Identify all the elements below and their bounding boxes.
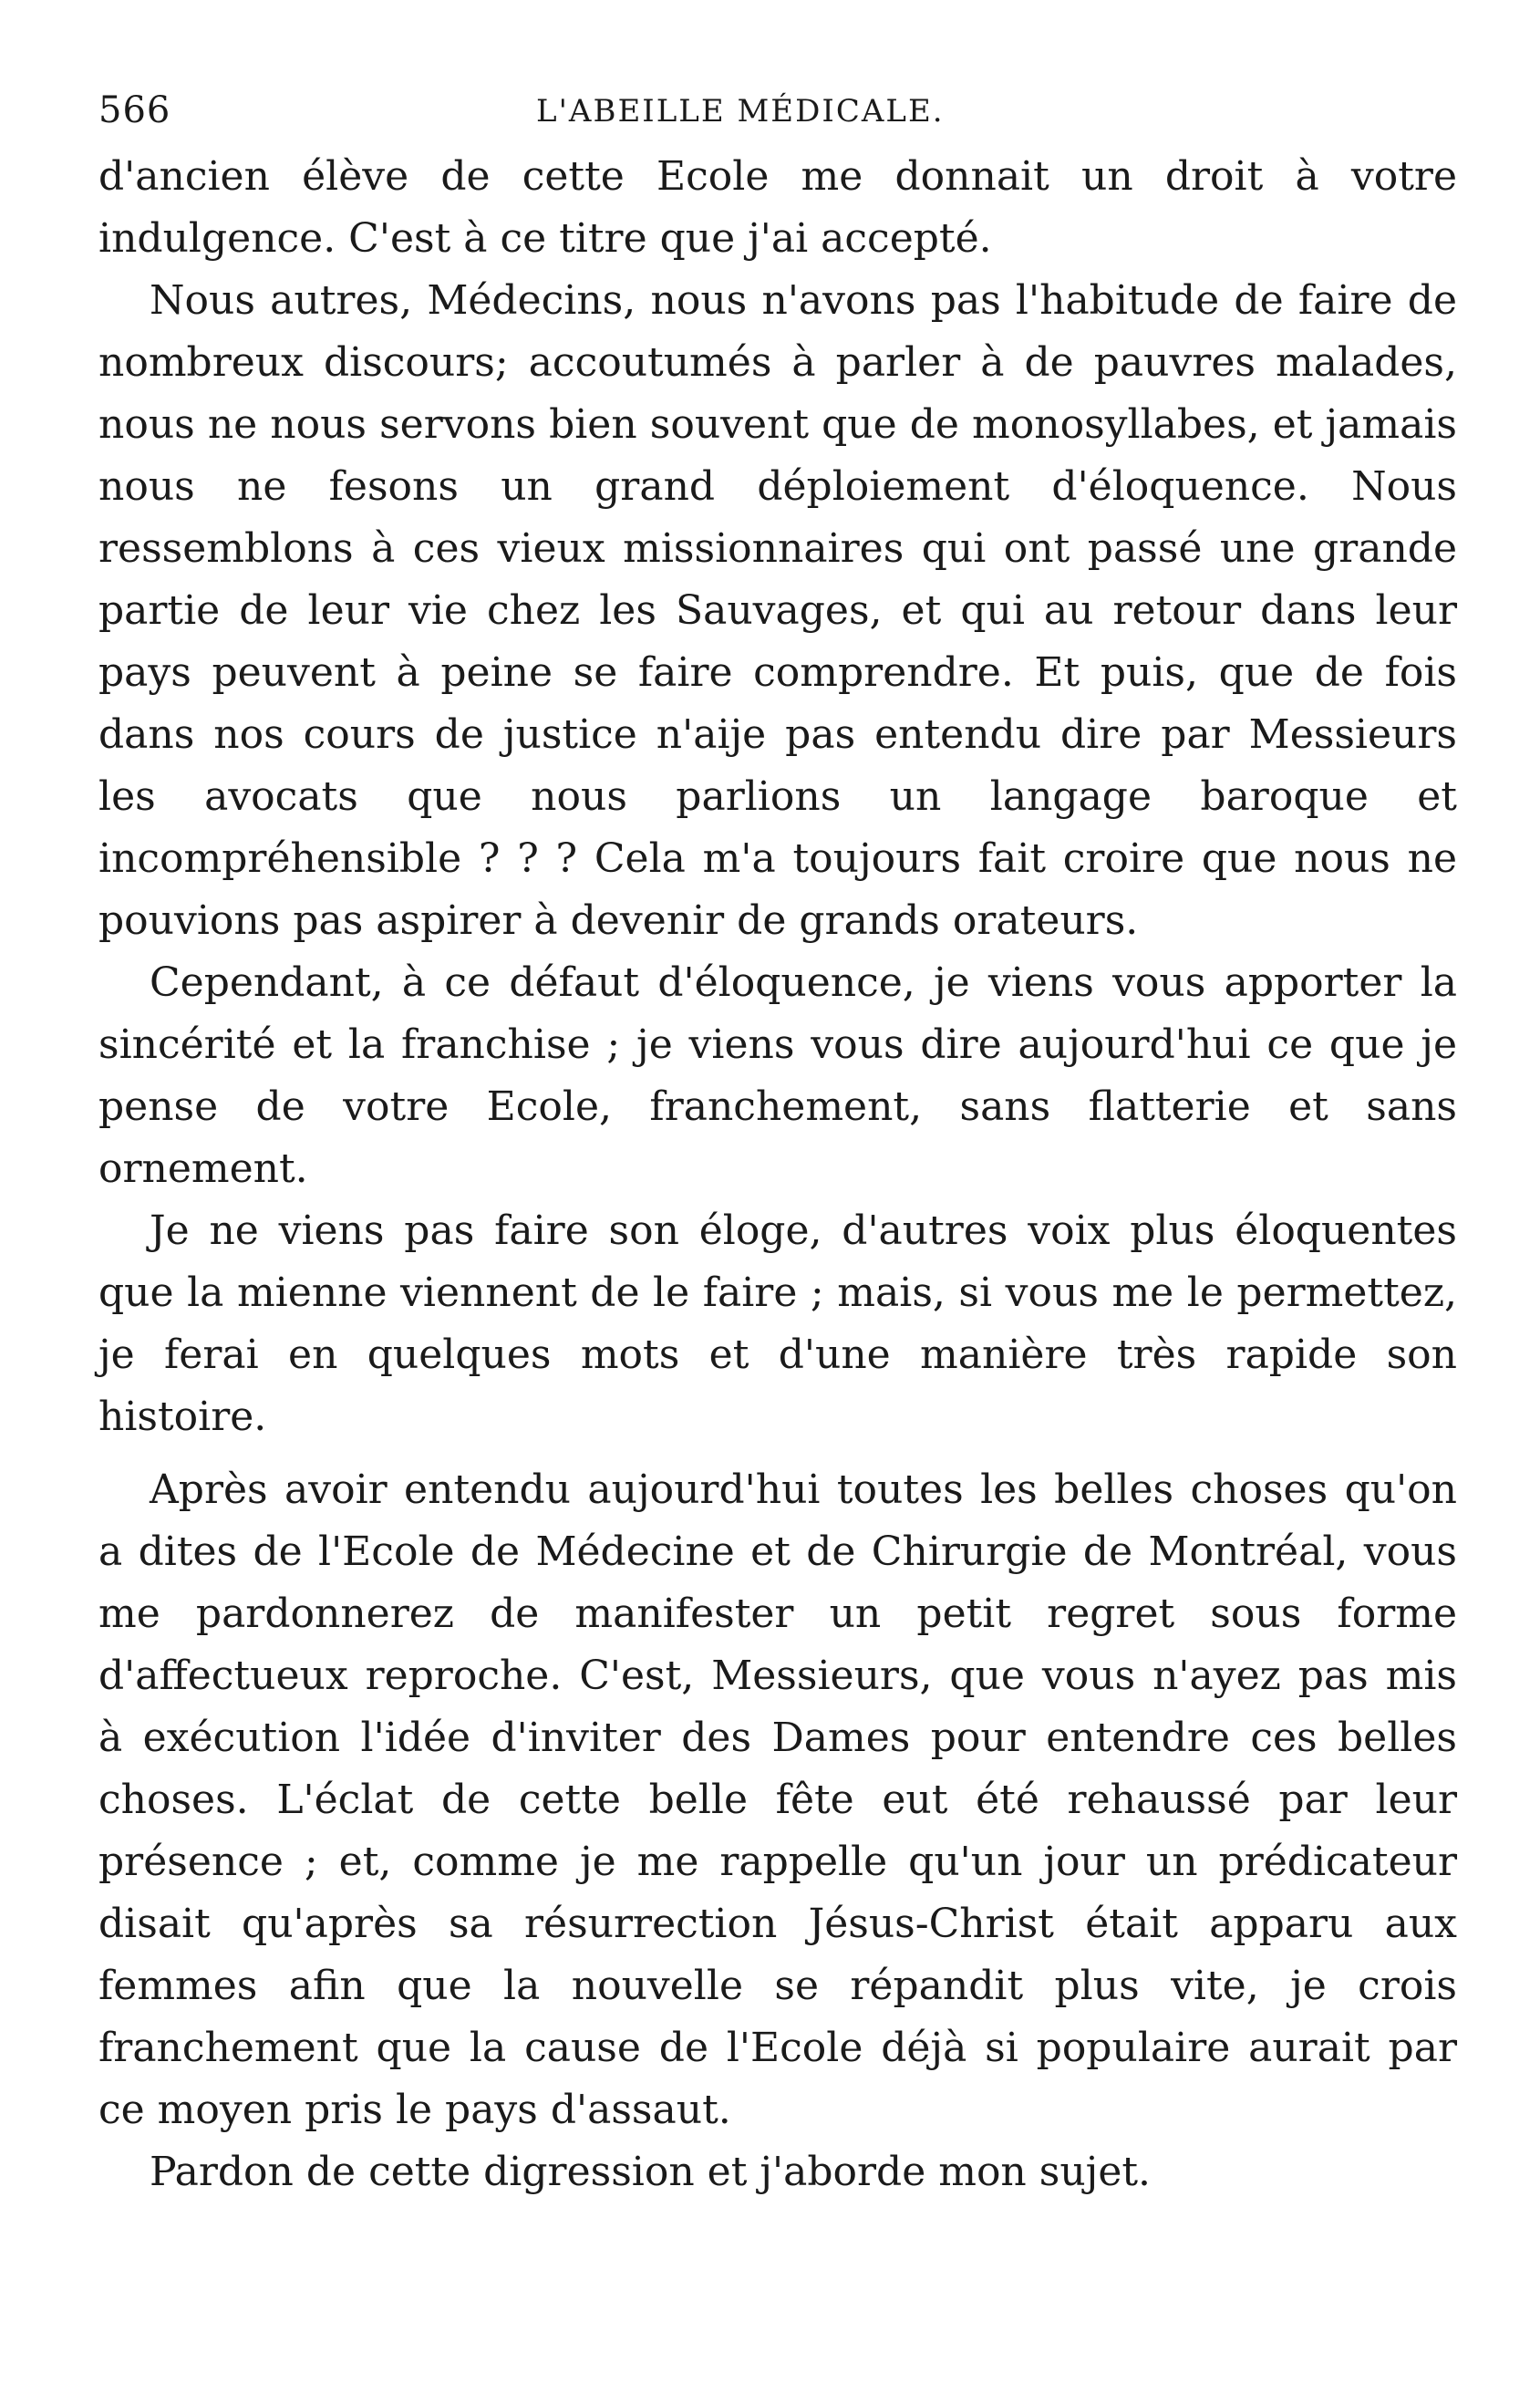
- page-number: 566: [98, 89, 171, 131]
- paragraph-1: d'ancien élève de cette Ecole me donnait un droit à votre indulgence. C'est à ce titre que j'ai accepté.: [98, 153, 1457, 262]
- running-head: [98, 73, 1457, 146]
- body-text: [98, 146, 1457, 2203]
- journal-title: L'ABEILLE MÉDICALE.: [536, 93, 945, 130]
- paragraph-2: Nous autres, Médecins, nous n'avons pas l'habitude de faire de nombreux discours; accoutumés à parler à de pauvres malades, nous ne nous servons bien souvent que de monosyllabes, et jamais nous ne fesons un grand déploiement d'éloquence. Nous ressemblons à ces vieux missionnaires qui ont passé une grande partie de leur vie chez les Sauvages, et qui au retour dans leur pays peuvent à peine se faire comprendre. Et puis, que de fois dans nos cours de justice n'aije pas entendu dire par Messieurs les avocats que nous parlions un langage baroque et incompréhensible ? ? ? Cela m'a toujours fait croire que nous ne pouvions pas aspirer à devenir de grands orateurs.: [98, 277, 1457, 944]
- paragraph-3: Cependant, à ce défaut d'éloquence, je viens vous apporter la sincérité et la franchise ; je viens vous dire aujourd'hui ce que je pense de votre Ecole, franchement, sans flatterie et sans ornement.: [98, 959, 1457, 1192]
- document-page: [98, 73, 1457, 2203]
- paragraph-5: Après avoir entendu aujourd'hui toutes les belles choses qu'on a dites de l'Ecole de Médecine et de Chirurgie de Montréal, vous me pardonnerez de manifester un petit regret sous forme d'affectueux reproche. C'est, Messieurs, que vous n'ayez pas mis à exécution l'idée d'inviter des Dames pour entendre ces belles choses. L'éclat de cette belle fête eut été rehaussé par leur présence ; et, comme je me rappelle qu'un jour un prédicateur disait qu'après sa résurrection Jésus-Christ était apparu aux femmes afin que la nouvelle se répandit plus vite, je crois franchement que la cause de l'Ecole déjà si populaire aurait par ce moyen pris le pays d'assaut.: [98, 1466, 1457, 2133]
- paragraph-4: Je ne viens pas faire son éloge, d'autres voix plus éloquentes que la mienne viennent de le faire ; mais, si vous me le permettez, je ferai en quelques mots et d'une manière très rapide son histoire.: [98, 1207, 1457, 1440]
- paragraph-6: Pardon de cette digression et j'aborde mon sujet.: [150, 2149, 1152, 2195]
